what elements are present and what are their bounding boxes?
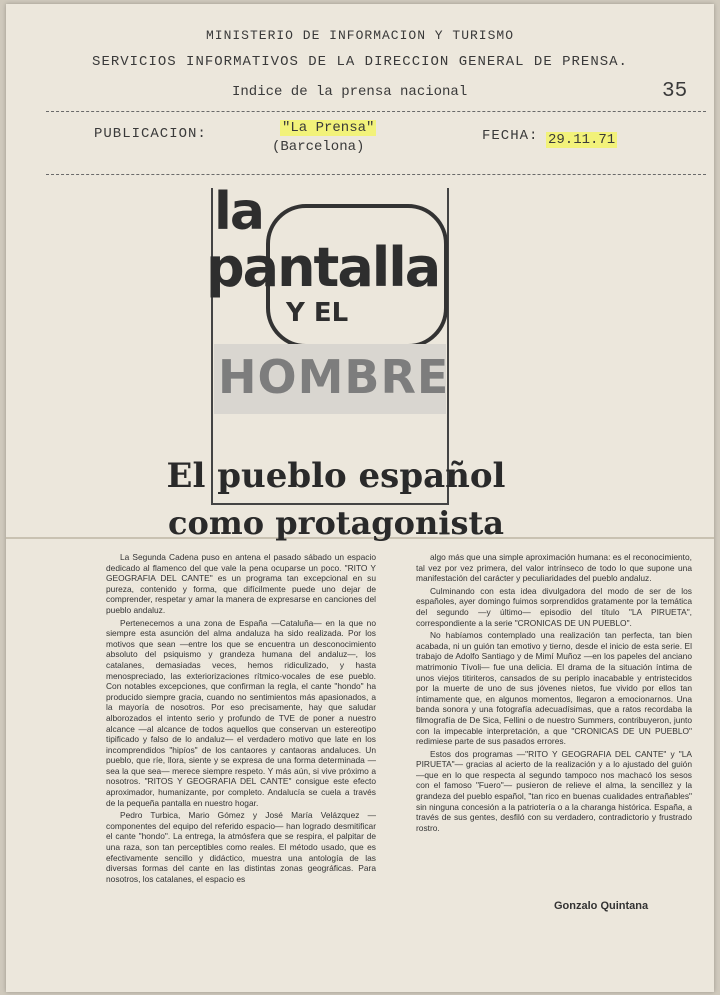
dashed-rule-bottom: [46, 174, 706, 175]
press-clipping-sheet: [6, 4, 714, 992]
article-paragraph: Culminando con esta idea divulgadora del modo de ser de los españoles, ayer domingo fuimos sorprendidos gratamente por la temática del segundo —y último— episodio del título "LA PIRUETA", correspondiente a la serie "CRONICAS DE UN PUEBLO".: [416, 585, 692, 628]
index-title: Indice de la prensa nacional: [232, 84, 468, 100]
article-column-right: [416, 552, 692, 833]
date-value: 29.11.71: [548, 132, 616, 148]
article-paragraph: Pedro Turbica, Mario Gómez y José María Velázquez —componentes del equipo del referido espacio— han logrado desmitificar el cante "hondo". La entrega, la atmósfera que se respira, el palpitar de una raza, son tan perceptibles como reales. El método usado, que es efectivamente sencillo y didáctico, muestra una antología de las diversas formas del cante en las distintas zonas geográficas. Para nosotros, los catalanes, el espacio es: [106, 810, 376, 884]
article-paragraph: Estos dos programas —"RITO Y GEOGRAFIA DEL CANTE" y "LA PIRUETA"— gracias al acierto de la realización y a lo ajustado del guión —que en lo que respecta al segundo tampoco nos machacó los sesos con el famoso "Fuero"— pusieron de relieve el alma, la sencillez y la grandeza del pueblo español, "tan rico en buenas cualidades entrañables" sin ninguna concesión a la patriotería o a la charanga histórica. España, a través de sus gentes, desfiló con su verdadero, contradictorio y frustrado rostro.: [416, 748, 692, 833]
masthead-line-1: la: [214, 182, 263, 242]
publication-label: PUBLICACION:: [94, 126, 207, 142]
article-paragraph: La Segunda Cadena puso en antena el pasado sábado un espacio dedicado al flamenco del que vale la pena ocuparse un poco. "RITO Y GEOGRAFIA DEL CANTE" es un programa tan excepcional en su pureza, contenido y forma, que difícilmente puede uno dejar de comprender, respetar y amar la manera de expresarse en canciones del pueblo andaluz.: [106, 552, 376, 615]
masthead-line-4: HOMBRE: [218, 350, 450, 404]
dashed-rule-top: [46, 111, 706, 112]
headline-line-1: El pueblo español: [166, 456, 506, 496]
author-byline: Gonzalo Quintana: [554, 900, 649, 912]
masthead-line-3: Y EL: [286, 298, 349, 328]
masthead-line-2: pantalla: [206, 236, 440, 299]
publication-city: (Barcelona): [272, 139, 365, 155]
article-paragraph: No habíamos contemplado una realización tan perfecta, tan bien acabada, ni un guión tan emotivo y tierno, desde el inicio de esta serie. El trabajo de Adolfo Santiago y de Mimí Muñoz —en los papeles del anciano matrimonio Tívoli— fue una delicia. El drama de la situación íntima de unos viejos titiriteros, cansados de su periplo inacabable y entristecidos por la muerte de uno de sus jóvenes nietos, fue vivido por ellos tan íntimamente que, en algunos momentos, llegaron a emocionarnos. Una banda sonora y una fotografía adecuadísimas, que a ratos recordaba la filmografía de De Sica, Fellini o de nuestro Summers, contribuyeron, junto con la impecable interpretación, a que "CRONICAS DE UN PUEBLO" redimiese parte de sus pasados errores.: [416, 630, 692, 747]
publication-name: "La Prensa": [282, 120, 375, 136]
page-number: 35: [662, 80, 688, 103]
article-column-left: [106, 552, 376, 884]
headline-line-2: como protagonista: [168, 504, 504, 542]
ministry-header: MINISTERIO DE INFORMACION Y TURISMO: [205, 28, 515, 43]
article-paragraph: algo más que una simple aproximación humana: es el reconocimiento, tal vez por vez primera, del valor intrínseco de todo lo que supone una manifestación del carácter y peculiaridades del pueblo andaluz.: [416, 552, 692, 584]
date-label: FECHA:: [482, 128, 539, 144]
article-paragraph: Pertenecemos a una zona de España —Cataluña— en la que no siempre esta asunción del alma andaluza ha sido realizada. Por los motivos que sean —entre los que se encuentra un desconocimiento absoluto del psiquismo y grandeza humana del andaluz—, los catalanes, demasiadas veces, hemos ridiculizado, y hasta menospreciado, las exteriorizaciones rítmico-vocales de ese pueblo. Con notables excepciones, que confirman la regla, el cante "hondo" ha producido siempre gracia, cuando no sentimientos más apasionados, a la mayoría de nosotros. Por eso precisamente, hay que saludar alborozados el intento serio y profundo de TVE de poner a nuestro alcance —al alcance de todos aquellos que conservan un estereotipo tipificado y falso de lo andaluz— el verdadero motivo que late en los incomprendidos "hipíos" de los cantaores y cantaoras andaluces. Un pueblo, que ríe, llora, siente y se expresa de una forma determinada —sea la que sea— merece siempre respeto. Y más aún, si vive próximo a nosotros. "RITOS Y GEOGRAFIA DEL CANTE" consigue este efecto aproximador, humanizante, por completo. Andalucía se cuela a través de la pequeña pantalla en nuestro hogar.: [106, 617, 376, 808]
services-header: SERVICIOS INFORMATIVOS DE LA DIRECCION GENERAL DE PRENSA.: [92, 54, 628, 70]
